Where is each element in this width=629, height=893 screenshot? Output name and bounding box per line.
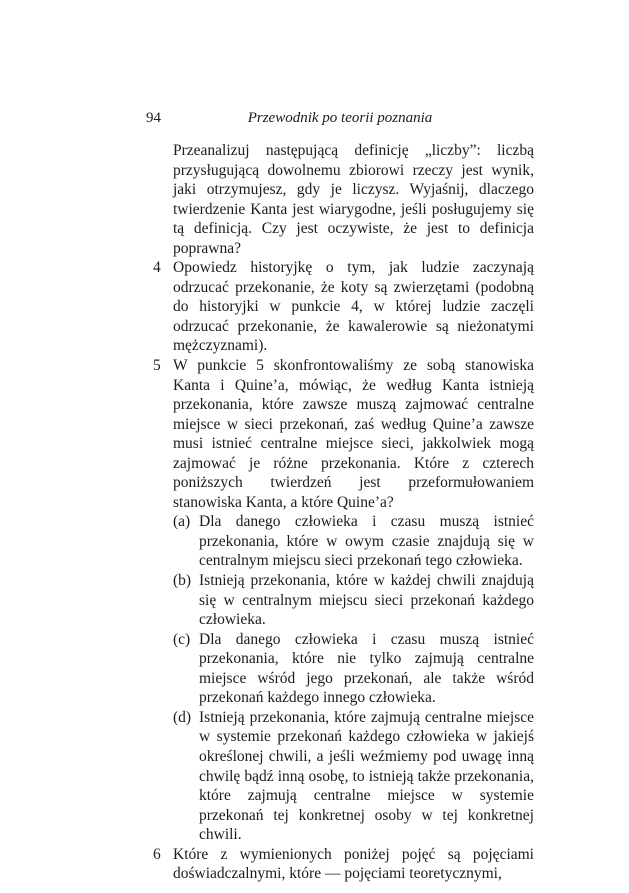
sub-item-b (146, 571, 534, 630)
exercise-text: Które z wymienionych poniżej pojęć są pojęciami doświadczalnymi, które — pojęciami teoretycznymi, (173, 845, 534, 883)
sub-item-text: Istnieją przekonania, które zajmują centralne miejsce w systemie przekonań każdego człowieka w jakiejś określonej chwili, a jeśli weźmiemy pod uwagę inną chwilę bądź inną osobę, to istnieją także przekonania, które zajmują centralne miejsce w systemie przekonań tej konkretnej osoby w tej konkretnej chwili. (199, 708, 534, 844)
exercise-number: 6 (153, 845, 161, 863)
page-number: 94 (146, 110, 161, 126)
sub-item-a (146, 512, 534, 571)
running-title: Przewodnik po teorii poznania (247, 110, 433, 126)
sub-item-label: (d) (173, 708, 192, 726)
exercise-5 (146, 356, 534, 512)
exercise-6 (146, 845, 534, 884)
exercise-number: 5 (153, 357, 161, 375)
exercise-number: 4 (153, 259, 161, 277)
sub-item-text: Istnieją przekonania, które w każdej chwili znajdują się w centralnym miejscu sieci przekonań każdego człowieka. (199, 572, 534, 629)
exercise-4 (146, 258, 534, 356)
intro-paragraph: Przeanalizuj następującą definicję „liczby”: liczbą przysługującą dowolnemu zbiorowi rzeczy jest wynik, jaki otrzymujesz, gdy je liczysz. Wyjaśnij, dlaczego twierdzenie Kanta jest wiarygodne, jeśli posługujemy się tą definicją. Czy jest oczywiste, że jest to definicja poprawna? (173, 142, 534, 257)
sub-item-text: Dla danego człowieka i czasu muszą istnieć przekonania, które nie tylko zajmują centralne miejsce wśród jego przekonań, ale także wśród przekonań każdego innego człowieka. (199, 630, 534, 707)
exercise-text: Opowiedz historyjkę o tym, jak ludzie zaczynają odrzucać przekonanie, że koty są zwierzętami (podobną do historyjki w punkcie 4, w której ludzie zaczęli odrzucać przekonanie, że kawalerowie są nieżonatymi mężczyznami). (173, 259, 534, 355)
sub-item-label: (a) (173, 513, 191, 531)
sub-item-c (146, 630, 534, 708)
page-body (146, 141, 534, 884)
sub-item-label: (b) (173, 572, 192, 590)
sub-item-text: Dla danego człowieka i czasu muszą istnieć przekonania, które w owym czasie znajdują się w centralnym miejscu sieci przekonań tego człowieka. (199, 513, 534, 570)
sub-item-d (146, 708, 534, 845)
sub-item-label: (c) (173, 630, 191, 648)
exercise-text: W punkcie 5 skonfrontowaliśmy ze sobą stanowiska Kanta i Quine’a, mówiąc, że według Kanta istnieją przekonania, które zawsze muszą zajmować centralne miejsce w sieci przekonań, zaś według Quine’a zawsze musi istnieć centralne miejsce sieci, jakkolwiek mogą zajmować je różne przekonania. Które z czterech poniższych twierdzeń jest przeformułowaniem stanowiska Kanta, a które Quine’a? (173, 357, 534, 511)
running-head (146, 110, 534, 130)
